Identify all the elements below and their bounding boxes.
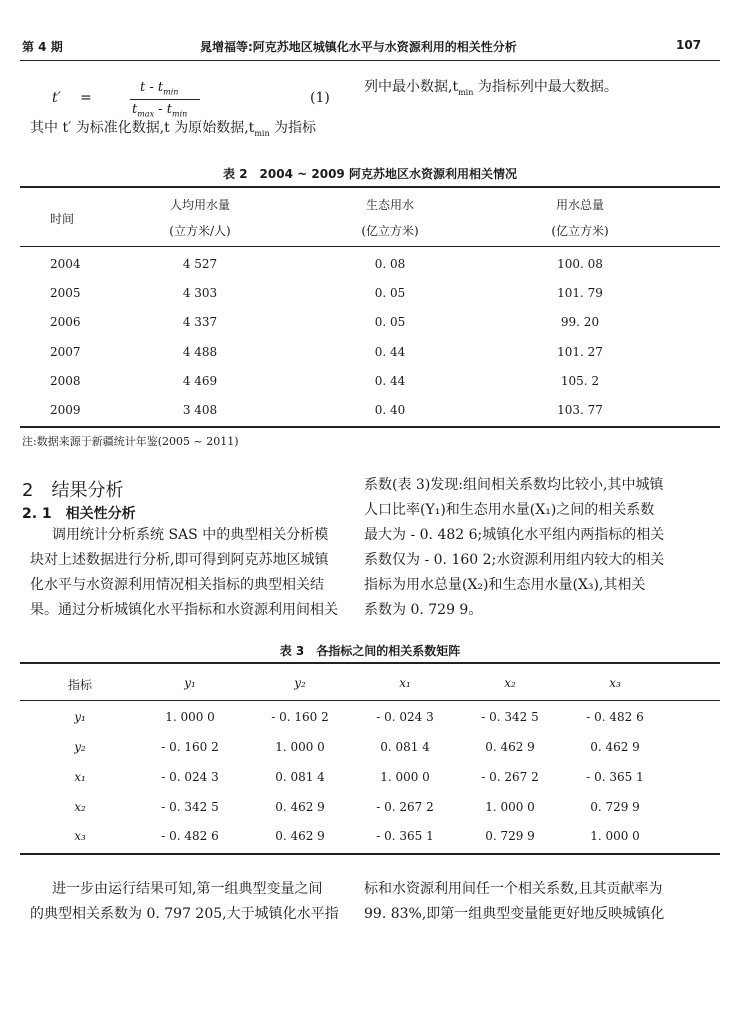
formula-denominator: $t_{max} - t_{min}$ xyxy=(132,102,188,119)
para-right-line: 指标为用水总量(X₂)和生态用水量(X₃),其相关 xyxy=(364,577,646,593)
para-right-line: 最大为 - 0. 482 6;城镇化水平组内两指标的相关 xyxy=(364,527,665,543)
table-cell: 2006 xyxy=(50,315,81,329)
formula-note-left: 其中 t′ 为标准化数据,t 为原始数据$,t_{min}$ 为指标 xyxy=(30,120,317,138)
table-cell: 0. 462 9 xyxy=(275,800,325,814)
section-title: 2 结果分析 xyxy=(22,480,124,501)
table-cell: 0. 081 4 xyxy=(380,740,430,754)
table3-bottom-rule xyxy=(20,853,720,855)
table-cell: 0. 462 9 xyxy=(485,740,535,754)
table-cell: 0. 729 9 xyxy=(590,800,640,814)
table-cell: 101. 27 xyxy=(557,345,603,359)
table2-caption: 表 2 2004 ~ 2009 阿克苏地区水资源利用相关情况 xyxy=(223,167,517,181)
table3-header: x₃ xyxy=(609,676,621,690)
table-cell: 103. 77 xyxy=(557,403,603,417)
table-cell: 4 337 xyxy=(182,315,218,329)
table-cell: - 0. 365 1 xyxy=(376,829,434,843)
table3-header: x₁ xyxy=(399,676,411,690)
table-cell: 0. 05 xyxy=(374,286,406,300)
table-cell: 0. 081 4 xyxy=(275,770,325,784)
table3-header: y₁ xyxy=(184,676,196,690)
table-cell: 2007 xyxy=(50,345,81,359)
para-right-line: 人口比率(Y₁)和生态用水量(X₁)之间的相关系数 xyxy=(364,502,655,518)
table2-header-eco-unit: (亿立方米) xyxy=(361,224,419,238)
table3-header-indicator: 指标 xyxy=(67,678,92,692)
table-cell: 1. 000 0 xyxy=(165,710,215,724)
table2-header-time: 时间 xyxy=(50,212,75,226)
formula-note-right: 列中最小数据$,t_{min}$ 为指标列中最大数据。 xyxy=(364,79,618,97)
table-cell: - 0. 024 3 xyxy=(161,770,219,784)
table-cell: 2005 xyxy=(50,286,81,300)
table-cell: - 0. 024 3 xyxy=(376,710,434,724)
table-cell: x₂ xyxy=(74,800,86,814)
table-cell: 1. 000 0 xyxy=(590,829,640,843)
table2-header-eco: 生态用水 xyxy=(365,198,414,212)
table-cell: - 0. 342 5 xyxy=(161,800,219,814)
running-title: 晁增福等:阿克苏地区城镇化水平与水资源利用的相关性分析 xyxy=(200,40,517,54)
formula-number: (1) xyxy=(310,90,330,106)
subsection-title: 2. 1 相关性分析 xyxy=(22,506,136,522)
para-left-line: 调用统计分析系统 SAS 中的典型相关分析模 xyxy=(52,527,329,543)
table-cell: - 0. 160 2 xyxy=(161,740,219,754)
table3-header-rule xyxy=(20,700,720,701)
table-cell: 0. 462 9 xyxy=(275,829,325,843)
para-right-line: 系数仅为 - 0. 160 2;水资源利用组内较大的相关 xyxy=(364,552,665,568)
table-cell: 2009 xyxy=(50,403,81,417)
para-left-line: 化水平与水资源利用情况相关指标的典型相关结 xyxy=(30,577,324,593)
table3-header: y₂ xyxy=(294,676,306,690)
table-cell: 0. 40 xyxy=(374,403,406,417)
table-cell: - 0. 482 6 xyxy=(586,710,644,724)
table-cell: - 0. 342 5 xyxy=(481,710,539,724)
table2-header-percapita: 人均用水量 xyxy=(169,198,230,212)
para-left-line: 块对上述数据进行分析,即可得到阿克苏地区城镇 xyxy=(30,552,329,568)
issue-label: 第 4 期 xyxy=(22,40,63,54)
formula-lhs: t′ xyxy=(52,90,61,106)
table-cell: 3 408 xyxy=(182,403,218,417)
table-cell: 4 303 xyxy=(182,286,218,300)
table3-top-rule xyxy=(20,662,720,664)
fraction-bar xyxy=(130,99,200,100)
table-cell: 0. 05 xyxy=(374,315,406,329)
table2-header-percapita-unit: (立方米/人) xyxy=(169,224,231,238)
table-cell: 2004 xyxy=(50,257,81,271)
table-cell: 2008 xyxy=(50,374,81,388)
para-left-line: 进一步由运行结果可知,第一组典型变量之间 xyxy=(52,881,323,897)
table-cell: 105. 2 xyxy=(560,374,600,388)
table-cell: 101. 79 xyxy=(557,286,603,300)
table2-note: 注:数据来源于新疆统计年鉴(2005 ~ 2011) xyxy=(22,435,239,448)
table-cell: 1. 000 0 xyxy=(380,770,430,784)
table-cell: - 0. 160 2 xyxy=(271,710,329,724)
table2-bottom-rule xyxy=(20,426,720,428)
table-cell: x₁ xyxy=(74,770,86,784)
table3-caption: 表 3 各指标之间的相关系数矩阵 xyxy=(279,644,461,658)
para-right-line: 标和水资源利用间任一个相关系数,且其贡献率为 xyxy=(364,881,663,897)
header-rule xyxy=(20,60,720,61)
para-left-line: 果。通过分析城镇化水平指标和水资源利用间相关 xyxy=(30,602,338,618)
table2-header-total-unit: (亿立方米) xyxy=(551,224,609,238)
formula-equals: = xyxy=(80,90,92,106)
para-right-line: 99. 83%,即第一组典型变量能更好地反映城镇化 xyxy=(364,906,665,922)
table2-header-total: 用水总量 xyxy=(555,198,604,212)
table-cell: 4 527 xyxy=(182,257,218,271)
table-cell: 0. 729 9 xyxy=(485,829,535,843)
para-right-line: 系数(表 3)发现:组间相关系数均比较小,其中城镇 xyxy=(364,477,664,493)
table2-header-rule xyxy=(20,246,720,247)
table-cell: 1. 000 0 xyxy=(275,740,325,754)
table-cell: - 0. 267 2 xyxy=(376,800,434,814)
table-cell: 100. 08 xyxy=(557,257,603,271)
table2-top-rule xyxy=(20,186,720,188)
table-cell: 0. 462 9 xyxy=(590,740,640,754)
para-right-line: 系数为 0. 729 9。 xyxy=(364,602,483,618)
table-cell: 0. 44 xyxy=(374,345,406,359)
table3-header: x₂ xyxy=(504,676,516,690)
page-number: 107 xyxy=(676,38,702,52)
table-cell: - 0. 365 1 xyxy=(586,770,644,784)
formula-numerator: t - $t_{min}$ xyxy=(140,80,179,97)
table-cell: y₂ xyxy=(74,740,86,754)
table-cell: y₁ xyxy=(74,710,86,724)
table-cell: 4 488 xyxy=(182,345,218,359)
table-cell: 99. 20 xyxy=(560,315,600,329)
table-cell: 4 469 xyxy=(182,374,218,388)
table-cell: - 0. 482 6 xyxy=(161,829,219,843)
para-left-line: 的典型相关系数为 0. 797 205,大于城镇化水平指 xyxy=(30,906,339,922)
table-cell: 0. 44 xyxy=(374,374,406,388)
table-cell: - 0. 267 2 xyxy=(481,770,539,784)
table-cell: 1. 000 0 xyxy=(485,800,535,814)
table-cell: x₃ xyxy=(74,829,86,843)
table-cell: 0. 08 xyxy=(374,257,406,271)
